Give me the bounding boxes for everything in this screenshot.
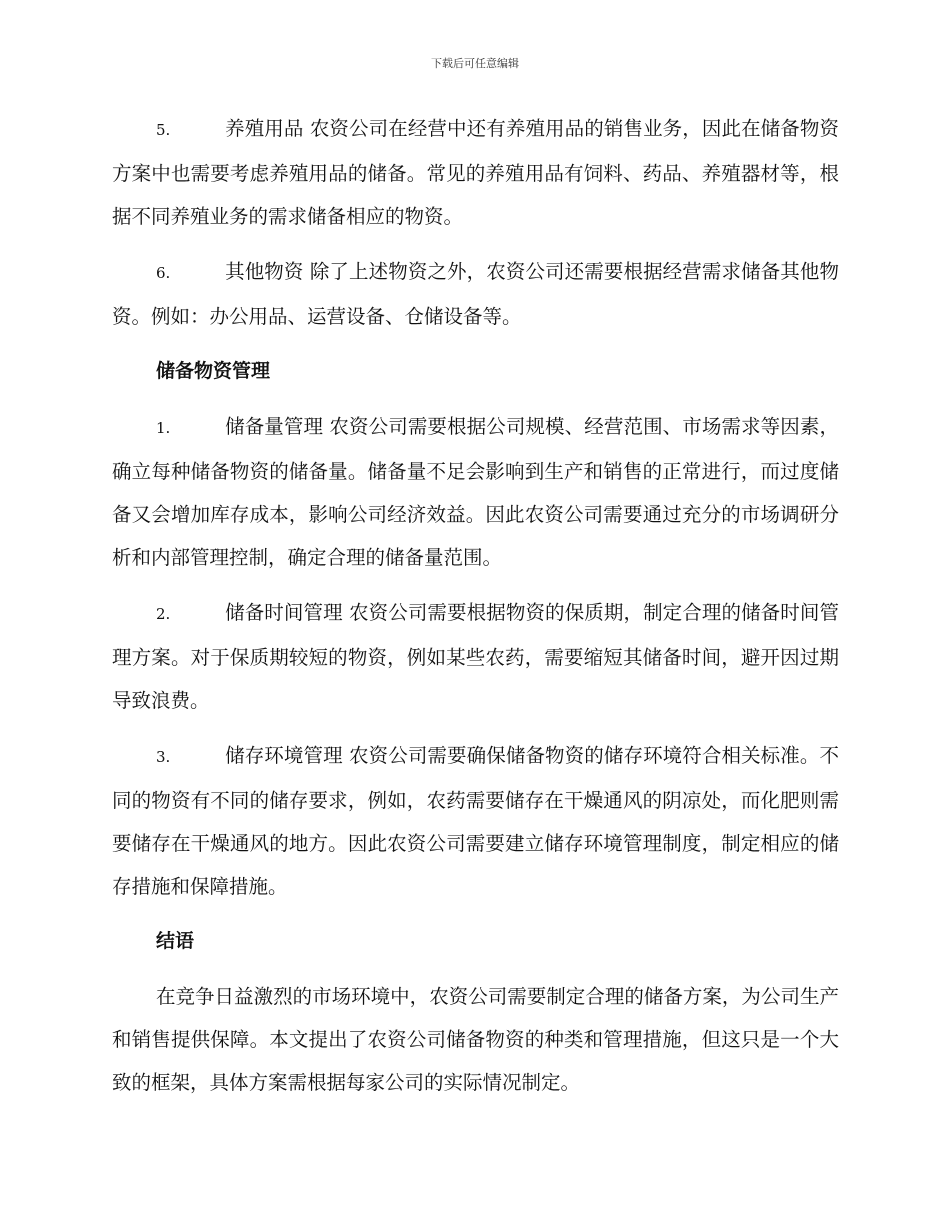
list-item-text: 养殖用品 农资公司在经营中还有养殖用品的销售业务，因此在储备物资方案中也需要考虑养殖用品的储备。常见的养殖用品有饲料、药品、养殖器材等，根据不同养殖业务的需求储备相应的物资。 xyxy=(112,117,839,228)
list-number: 1. xyxy=(156,419,171,437)
list-number: 6. xyxy=(156,264,171,282)
document-body xyxy=(112,107,839,1105)
list-item-text: 储备量管理 农资公司需要根据公司规模、经营范围、市场需求等因素，确立每种储备物资的储备量。储备量不足会影响到生产和销售的正常进行，而过度储备又会增加库存成本，影响公司经济效益。因此农资公司需要通过充分的市场调研分析和内部管理控制，确定合理的储备量范围。 xyxy=(112,415,839,569)
section-heading-conclusion: 结语 xyxy=(156,930,195,952)
list-number: 2. xyxy=(156,605,171,623)
list-item-6 xyxy=(112,250,839,338)
section-heading-management: 储备物资管理 xyxy=(156,360,271,382)
list-item-text: 其他物资 除了上述物资之外，农资公司还需要根据经营需求储备其他物资。例如：办公用品、运营设备、仓储设备等。 xyxy=(112,260,839,328)
conclusion-paragraph: 在竞争日益激烈的市场环境中，农资公司需要制定合理的储备方案，为公司生产和销售提供保障。本文提出了农资公司储备物资的种类和管理措施，但这只是一个大致的框架，具体方案需根据每家公司的实际情况制定。 xyxy=(112,985,839,1094)
page-header: 下载后可任意编辑 xyxy=(431,57,519,70)
list-item-text: 储备时间管理 农资公司需要根据物资的保质期，制定合理的储备时间管理方案。对于保质期较短的物资，例如某些农药，需要缩短其储备时间，避开因过期导致浪费。 xyxy=(112,601,839,712)
list-item-3 xyxy=(112,734,839,908)
list-item-5 xyxy=(112,107,839,238)
list-item-text: 储存环境管理 农资公司需要确保储备物资的储存环境符合相关标准。不同的物资有不同的储存要求，例如，农药需要储存在干燥通风的阴凉处，而化肥则需要储存在干燥通风的地方。因此农资公司需要建立储存环境管理制度，制定相应的储存措施和保障措施。 xyxy=(112,744,839,898)
list-number: 5. xyxy=(156,121,171,139)
list-item-1 xyxy=(112,405,839,579)
list-number: 3. xyxy=(156,748,171,766)
list-item-2 xyxy=(112,591,839,722)
